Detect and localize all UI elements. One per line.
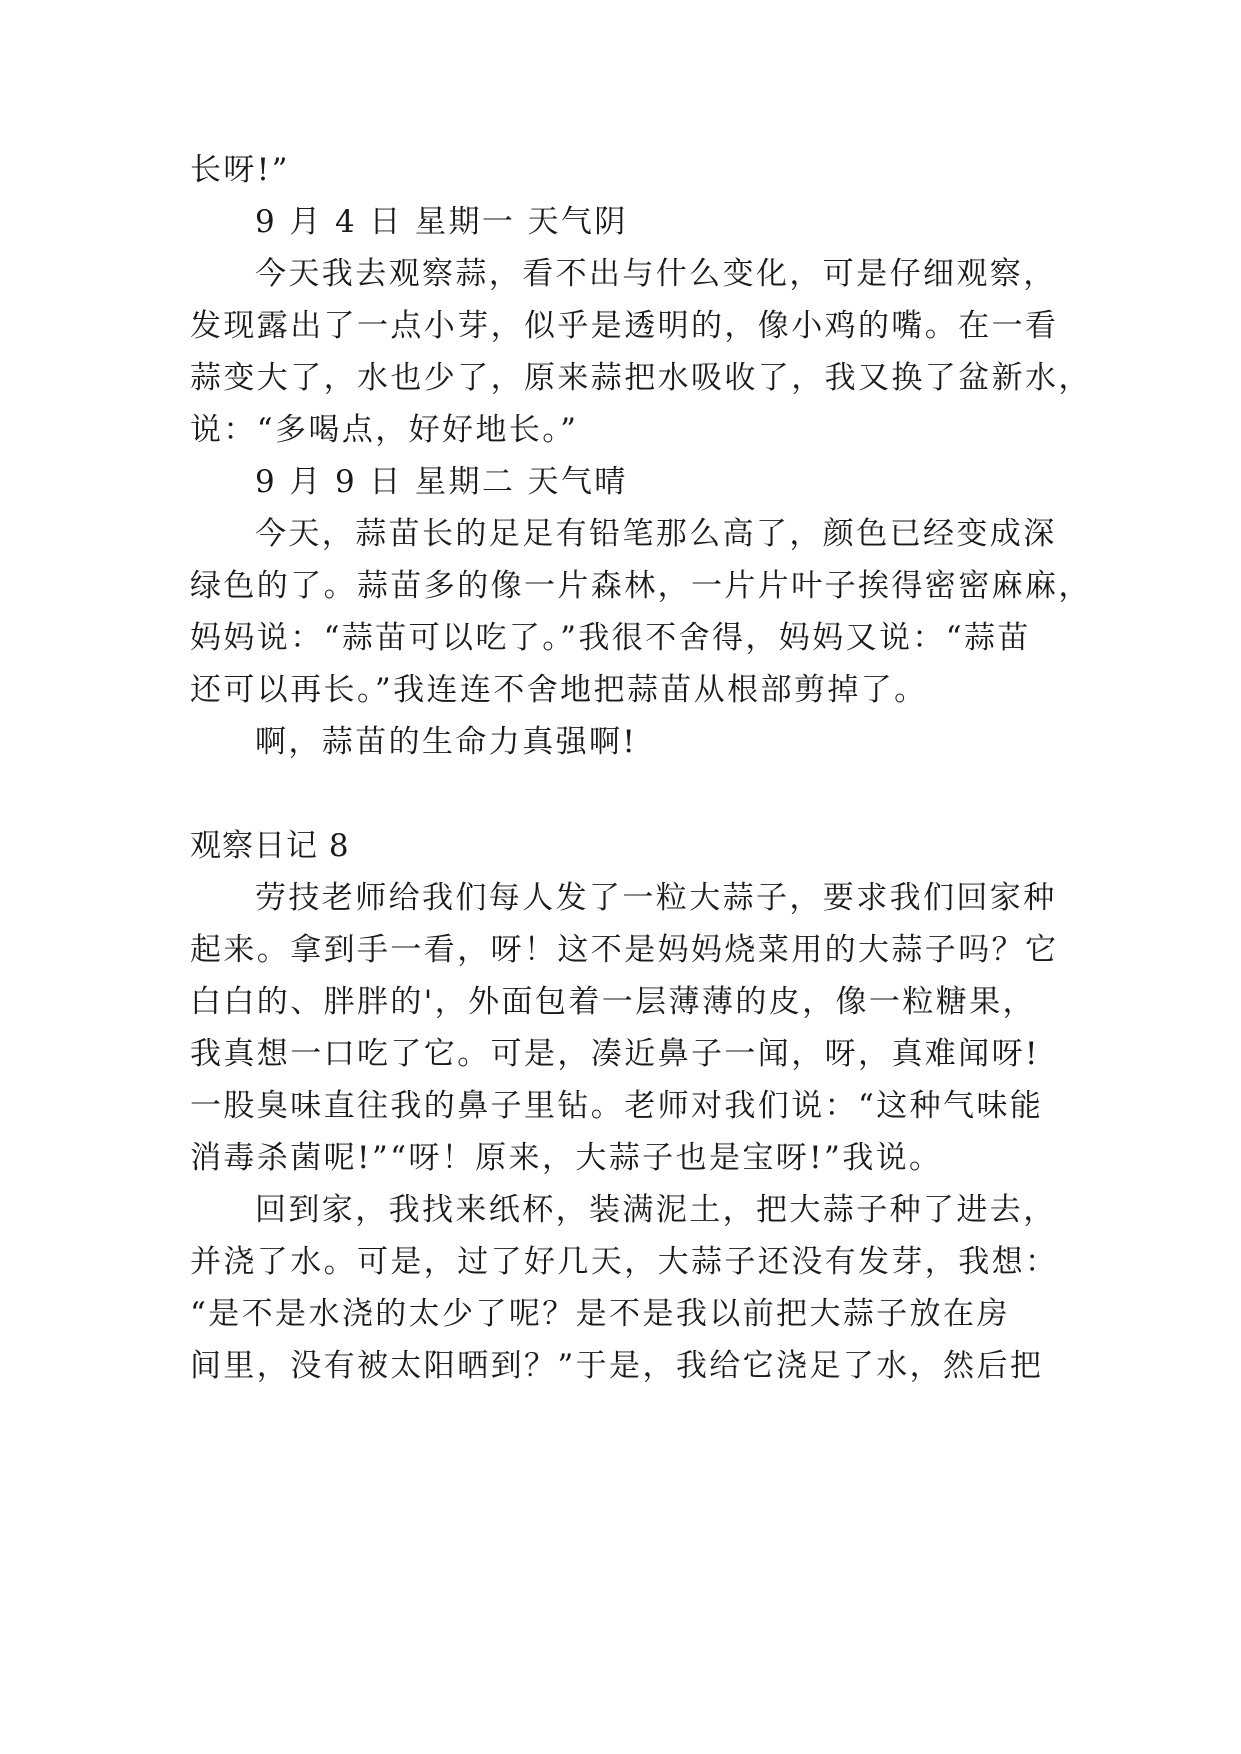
paragraph-line: 一股臭味直往我的鼻子里钻。老师对我们说：“这种气味能 (190, 1088, 1044, 1124)
paragraph-line: 消毒杀菌呢!”“呀！原来，大蒜子也是宝呀!”我说。 (190, 1140, 943, 1176)
paragraph-line: 并浇了水。可是，过了好几天，大蒜子还没有发芽，我想： (190, 1244, 1059, 1280)
paragraph-line: 妈妈说：“蒜苗可以吃了。”我很不舍得，妈妈又说：“蒜苗 (190, 620, 1031, 656)
paragraph-line: 长呀!” (190, 152, 290, 188)
paragraph-line: 绿色的了。蒜苗多的像一片森林，一片片叶子挨得密密麻麻， (190, 568, 1092, 604)
diary-date-heading: 9 月 4 日 星期一 天气阴 (255, 204, 628, 240)
paragraph-line: 我真想一口吃了它。可是，凑近鼻子一闻，呀，真难闻呀! (190, 1036, 1040, 1072)
paragraph-line: 起来。拿到手一看，呀！这不是妈妈烧菜用的大蒜子吗？它 (190, 932, 1059, 968)
paragraph-line: 回到家，我找来纸杯，装满泥土，把大蒜子种了进去， (255, 1192, 1057, 1228)
paragraph-line: 还可以再长。”我连连不舍地把蒜苗从根部剪掉了。 (190, 672, 928, 708)
section-title: 观察日记 8 (190, 828, 350, 864)
paragraph-line: 劳技老师给我们每人发了一粒大蒜子，要求我们回家种 (255, 880, 1057, 916)
paragraph-line: 蒜变大了，水也少了，原来蒜把水吸收了，我又换了盆新水， (190, 360, 1092, 396)
paragraph-line: 间里，没有被太阳晒到？”于是，我给它浇足了水，然后把 (190, 1348, 1044, 1384)
paragraph-line: 白白的、胖胖的'，外面包着一层薄薄的皮，像一粒糖果， (190, 984, 1036, 1020)
diary-date-heading: 9 月 9 日 星期二 天气晴 (255, 464, 628, 500)
paragraph-line: 发现露出了一点小芽，似乎是透明的，像小鸡的嘴。在一看 (190, 308, 1059, 344)
paragraph-line: 说：“多喝点，好好地长。” (190, 412, 579, 448)
paragraph-line: “是不是水浇的太少了呢？是不是我以前把大蒜子放在房 (190, 1296, 1010, 1332)
paragraph-line: 今天，蒜苗长的足足有铅笔那么高了，颜色已经变成深 (255, 516, 1057, 552)
paragraph-line: 啊，蒜苗的生命力真强啊! (255, 724, 638, 760)
paragraph-line: 今天我去观察蒜，看不出与什么变化，可是仔细观察， (255, 256, 1057, 292)
